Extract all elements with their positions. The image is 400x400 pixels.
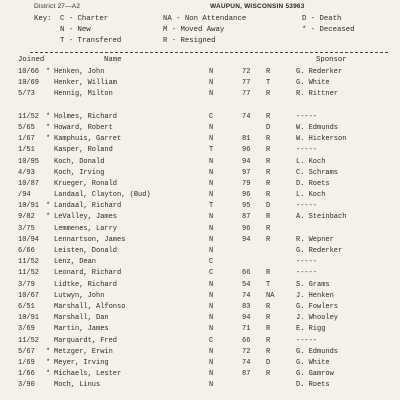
sponsor-name: G. Edmunds bbox=[296, 347, 339, 356]
sponsor-name: L. Koch bbox=[296, 157, 326, 166]
joined-date: 11/52 bbox=[18, 269, 40, 278]
sponsor-name: L. Koch bbox=[296, 191, 326, 200]
member-name: Marquardt, Fred bbox=[54, 336, 118, 345]
table-row bbox=[0, 135, 400, 146]
membership-code: R bbox=[266, 157, 271, 166]
grade-number: 77 bbox=[242, 90, 251, 99]
member-name: Krueger, Ronald bbox=[54, 179, 118, 188]
deceased-mark: * bbox=[46, 347, 51, 356]
grade-number: 96 bbox=[242, 146, 251, 155]
table-row bbox=[0, 348, 400, 359]
grade-number: 66 bbox=[242, 269, 251, 278]
sponsor-header: Sponsor bbox=[316, 56, 347, 64]
member-name: Michaels, Lester bbox=[54, 370, 122, 379]
member-list bbox=[0, 68, 400, 392]
member-name: Marshall, Dan bbox=[54, 314, 109, 323]
status-code: N bbox=[209, 213, 214, 222]
member-name: Koch, Donald bbox=[54, 157, 105, 166]
membership-code: D bbox=[266, 202, 271, 211]
status-code: N bbox=[209, 191, 214, 200]
sponsor-name: ----- bbox=[296, 336, 318, 345]
key-resigned: R - Resigned bbox=[163, 37, 216, 45]
status-code: N bbox=[209, 347, 214, 356]
table-row bbox=[0, 191, 400, 202]
joined-date: 5/73 bbox=[18, 90, 35, 99]
member-name: Meyer, Irving bbox=[54, 358, 109, 367]
member-name: Metzger, Erwin bbox=[54, 347, 113, 356]
joined-date: 11/52 bbox=[18, 112, 40, 121]
member-name: Kasper, Roland bbox=[54, 146, 113, 155]
grade-number: 96 bbox=[242, 191, 251, 200]
name-header: Name bbox=[104, 56, 122, 64]
grade-number: 72 bbox=[242, 68, 251, 76]
deceased-mark: * bbox=[46, 123, 51, 132]
member-name: Marshall, Alfonso bbox=[54, 302, 126, 311]
grade-number: 95 bbox=[242, 202, 251, 211]
table-row bbox=[0, 337, 400, 348]
table-row bbox=[0, 79, 400, 90]
grade-number: 81 bbox=[242, 135, 251, 144]
status-code: N bbox=[209, 179, 214, 188]
member-name: Henker, William bbox=[54, 79, 118, 88]
membership-code: R bbox=[266, 302, 271, 311]
sponsor-name: G. Fowlers bbox=[296, 302, 339, 311]
membership-code: T bbox=[266, 79, 271, 88]
grade-number: 66 bbox=[242, 336, 251, 345]
grade-number: 79 bbox=[242, 179, 251, 188]
joined-date: 3/75 bbox=[18, 224, 35, 233]
status-code: N bbox=[209, 280, 214, 289]
table-row bbox=[0, 381, 400, 392]
member-name: Hennig, Milton bbox=[54, 90, 113, 99]
sponsor-name: G. White bbox=[296, 79, 330, 88]
member-name: Lidtke, Richard bbox=[54, 280, 118, 289]
district-label: District 27—A2 bbox=[34, 3, 81, 10]
joined-date: 11/52 bbox=[18, 336, 40, 345]
joined-header: Joined bbox=[18, 56, 45, 64]
sponsor-name: A. Steinbach bbox=[296, 213, 347, 222]
table-row bbox=[0, 68, 400, 79]
sponsor-name: G. Gamrow bbox=[296, 370, 334, 379]
status-code: T bbox=[209, 202, 214, 211]
status-code: N bbox=[209, 123, 214, 132]
sponsor-name: ----- bbox=[296, 269, 318, 278]
table-row bbox=[0, 213, 400, 224]
joined-date: 1/69 bbox=[18, 358, 35, 367]
joined-date: 10/67 bbox=[18, 291, 40, 300]
grade-number: 96 bbox=[242, 224, 251, 233]
status-code: C bbox=[209, 112, 214, 121]
joined-date: 10/69 bbox=[18, 79, 40, 88]
key-charter: C - Charter bbox=[60, 15, 109, 23]
sponsor-name: ----- bbox=[296, 258, 318, 267]
sponsor-name: D. Roets bbox=[296, 381, 330, 390]
table-row bbox=[0, 113, 400, 124]
grade-number: 77 bbox=[242, 79, 251, 88]
member-name: Leisten, Donald bbox=[54, 247, 118, 255]
status-code: N bbox=[209, 235, 214, 244]
sponsor-name: G. Rederker bbox=[296, 247, 343, 255]
deceased-mark: * bbox=[46, 202, 51, 211]
status-code: N bbox=[209, 68, 214, 76]
membership-code: T bbox=[266, 280, 271, 289]
key-label: Key: bbox=[34, 15, 52, 23]
membership-code: R bbox=[266, 336, 271, 345]
table-row bbox=[0, 269, 400, 280]
status-code: N bbox=[209, 157, 214, 166]
status-code: C bbox=[209, 258, 214, 267]
sponsor-name: E. Rigg bbox=[296, 325, 326, 334]
member-name: Landaal, Clayton, (Bud) bbox=[54, 191, 151, 200]
membership-code: R bbox=[266, 235, 271, 244]
sponsor-name: J. Whooley bbox=[296, 314, 339, 323]
joined-date: 10/66 bbox=[18, 68, 40, 76]
membership-code: R bbox=[266, 135, 271, 144]
deceased-mark: * bbox=[46, 370, 51, 379]
grade-number: 94 bbox=[242, 314, 251, 323]
sponsor-name: W. Edmunds bbox=[296, 123, 339, 132]
status-key bbox=[0, 15, 400, 49]
sponsor-name: W. Hickerson bbox=[296, 135, 347, 144]
member-name: Koch, Irving bbox=[54, 168, 105, 177]
table-row bbox=[0, 236, 400, 247]
status-code: N bbox=[209, 168, 214, 177]
sponsor-name: R. Wepner bbox=[296, 235, 334, 244]
grade-number: 87 bbox=[242, 370, 251, 379]
table-row bbox=[0, 325, 400, 336]
joined-date: 1/51 bbox=[18, 146, 35, 155]
joined-date: 3/90 bbox=[18, 381, 35, 390]
table-row bbox=[0, 180, 400, 191]
sponsor-name: J. Henken bbox=[296, 291, 334, 300]
joined-date: 11/52 bbox=[18, 258, 40, 267]
joined-date: 10/87 bbox=[18, 179, 40, 188]
key-transfered: T - Transfered bbox=[60, 37, 122, 45]
sponsor-name: D. Roets bbox=[296, 179, 330, 188]
membership-code: R bbox=[266, 146, 271, 155]
deceased-mark: * bbox=[46, 358, 51, 367]
member-name: Kamphuis, Garret bbox=[54, 135, 122, 144]
joined-date: 3/69 bbox=[18, 325, 35, 334]
member-name: Moch, Linus bbox=[54, 381, 101, 390]
member-name: Lennartson, James bbox=[54, 235, 126, 244]
membership-code: R bbox=[266, 224, 271, 233]
grade-number: 97 bbox=[242, 168, 251, 177]
joined-date: 4/93 bbox=[18, 168, 35, 177]
joined-date: 10/91 bbox=[18, 202, 40, 211]
member-name: Holmes, Richard bbox=[54, 112, 118, 121]
joined-date: /94 bbox=[18, 191, 31, 200]
membership-code: R bbox=[266, 269, 271, 278]
joined-date: 10/91 bbox=[18, 314, 40, 323]
table-row bbox=[0, 281, 400, 292]
sponsor-name: S. Grams bbox=[296, 280, 330, 289]
membership-code: NA bbox=[266, 291, 275, 300]
status-code: N bbox=[209, 358, 214, 367]
member-name: Henken, John bbox=[54, 68, 105, 76]
grade-number: 83 bbox=[242, 302, 251, 311]
member-name: Landaal, Richard bbox=[54, 202, 122, 211]
status-code: T bbox=[209, 146, 214, 155]
sponsor-name: C. Schrams bbox=[296, 168, 339, 177]
deceased-mark: * bbox=[46, 135, 51, 144]
joined-date: 5/65 bbox=[18, 123, 35, 132]
deceased-mark: * bbox=[46, 112, 51, 121]
member-name: Martin, James bbox=[54, 325, 109, 334]
table-row bbox=[0, 146, 400, 157]
member-name: Lenz, Dean bbox=[54, 258, 97, 267]
member-name: Leonard, Richard bbox=[54, 269, 122, 278]
member-name: LeValley, James bbox=[54, 213, 118, 222]
status-code: N bbox=[209, 291, 214, 300]
deceased-mark: * bbox=[46, 213, 51, 222]
key-moved-away: M - Moved Away bbox=[163, 26, 225, 34]
table-row bbox=[0, 90, 400, 101]
member-name: Lemmenes, Larry bbox=[54, 224, 118, 233]
sponsor-name: R. Rittner bbox=[296, 90, 339, 99]
membership-code: R bbox=[266, 213, 271, 222]
membership-code: R bbox=[266, 179, 271, 188]
membership-code: R bbox=[266, 90, 271, 99]
sponsor-name: ----- bbox=[296, 202, 318, 211]
city-label: WAUPUN, WISCONSIN 53963 bbox=[210, 3, 305, 10]
joined-date: 6/51 bbox=[18, 302, 35, 311]
status-code: N bbox=[209, 381, 214, 390]
status-code: N bbox=[209, 314, 214, 323]
membership-code: R bbox=[266, 168, 271, 177]
membership-code: D bbox=[266, 358, 271, 367]
table-row bbox=[0, 370, 400, 381]
joined-date: 10/94 bbox=[18, 235, 40, 244]
membership-code: R bbox=[266, 191, 271, 200]
status-code: N bbox=[209, 224, 214, 233]
key-non-attendance: NA - Non Attendance bbox=[163, 15, 247, 23]
status-code: N bbox=[209, 370, 214, 379]
status-code: C bbox=[209, 336, 214, 345]
table-row bbox=[0, 202, 400, 213]
joined-date: 10/95 bbox=[18, 157, 40, 166]
table-row bbox=[0, 359, 400, 370]
table-row bbox=[0, 303, 400, 314]
sponsor-name: ----- bbox=[296, 112, 318, 121]
status-code: N bbox=[209, 302, 214, 311]
member-name: Lutwyn, John bbox=[54, 291, 105, 300]
membership-code: R bbox=[266, 112, 271, 121]
membership-code: R bbox=[266, 68, 271, 76]
grade-number: 74 bbox=[242, 291, 251, 300]
status-code: C bbox=[209, 269, 214, 278]
grade-number: 74 bbox=[242, 358, 251, 367]
key-deceased: * - Deceased bbox=[302, 26, 355, 34]
grade-number: 54 bbox=[242, 280, 251, 289]
column-headers bbox=[0, 56, 400, 66]
grade-number: 74 bbox=[242, 112, 251, 121]
membership-code: D bbox=[266, 123, 271, 132]
sponsor-name: ----- bbox=[296, 146, 318, 155]
deceased-mark: * bbox=[46, 68, 51, 76]
joined-date: 6/66 bbox=[18, 247, 35, 255]
table-row bbox=[0, 169, 400, 180]
key-new: N - New bbox=[60, 26, 91, 34]
sponsor-name: G. Rederker bbox=[296, 68, 343, 76]
grade-number: 94 bbox=[242, 157, 251, 166]
table-row bbox=[0, 158, 400, 169]
sponsor-name: G. White bbox=[296, 358, 330, 367]
status-code: N bbox=[209, 79, 214, 88]
grade-number: 72 bbox=[242, 347, 251, 356]
status-code: N bbox=[209, 247, 214, 255]
table-row bbox=[0, 314, 400, 325]
table-row bbox=[0, 102, 400, 113]
header-divider bbox=[30, 52, 388, 53]
key-death: D - Death bbox=[302, 15, 342, 23]
grade-number: 71 bbox=[242, 325, 251, 334]
status-code: N bbox=[209, 135, 214, 144]
joined-date: 1/67 bbox=[18, 135, 35, 144]
grade-number: 94 bbox=[242, 235, 251, 244]
membership-code: R bbox=[266, 370, 271, 379]
table-row bbox=[0, 124, 400, 135]
table-row bbox=[0, 225, 400, 236]
joined-date: 9/82 bbox=[18, 213, 35, 222]
membership-code: R bbox=[266, 314, 271, 323]
joined-date: 3/79 bbox=[18, 280, 35, 289]
membership-code: R bbox=[266, 347, 271, 356]
table-row bbox=[0, 247, 400, 258]
membership-code: R bbox=[266, 325, 271, 334]
table-row bbox=[0, 258, 400, 269]
joined-date: 1/66 bbox=[18, 370, 35, 379]
grade-number: 87 bbox=[242, 213, 251, 222]
member-name: Howard, Robert bbox=[54, 123, 113, 132]
status-code: N bbox=[209, 90, 214, 99]
joined-date: 5/67 bbox=[18, 347, 35, 356]
status-code: N bbox=[209, 325, 214, 334]
table-row bbox=[0, 292, 400, 303]
